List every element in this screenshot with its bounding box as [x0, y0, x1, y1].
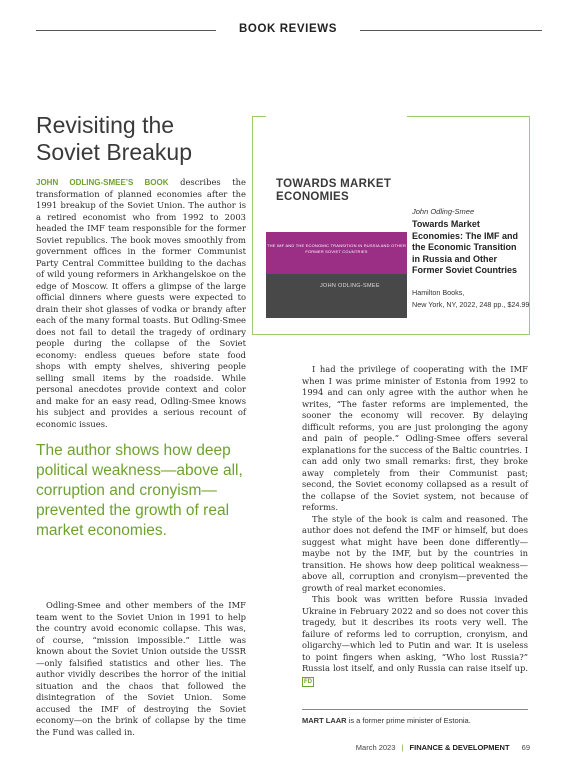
- bio-text: is a former prime minister of Estonia.: [346, 716, 471, 725]
- column-2-body: [302, 364, 528, 687]
- body-paragraph: I had the privilege of cooperating with the IMF when I was prime minister of Estonia from 1992 to 1994 and can only agree with the author when he writes, “The faster reforms are implemented, the sooner the economy will recover. By delaying difficult reforms, you are just prolonging the agony and pain of people.” Odling-Smee offers several explanations for the success of the Baltic countries. I can add only two small remarks: first, they broke away completely from their Communist past; second, the Soviet economy collapsed as a result of the collapse of the Soviet system, not because of reforms.: [302, 364, 528, 512]
- book-details: New York, NY, 2022, 248 pp., $24.99: [412, 299, 530, 309]
- article-headline: [36, 112, 192, 166]
- body-paragraph: Odling-Smee and other members of the IMF team went to the Soviet Union in 1991 to help the country avoid economic collapse. This was, of course, “mission impossible.” Little was known about the Soviet Union outside the USSR—only falsified statistics and other lies. The author vividly describes the horror of the initial situation and the chaos that followed the disintegration of the Soviet Union. Some accused the IMF of destroying the Soviet economy—on the brink of collapse by the time the Fund was called in.: [36, 600, 246, 737]
- book-publisher: Hamilton Books,: [412, 288, 465, 297]
- end-mark-icon: FD: [304, 678, 312, 685]
- body-paragraph: [302, 594, 528, 687]
- bio-name: MART LAAR: [302, 716, 347, 725]
- book-title: Towards Market Economies: The IMF and the Economic Transition in Russia and Other Former Soviet Countries: [412, 219, 519, 275]
- pull-quote: The author shows how deep political weakness—above all, corruption and cronyism—prevented the growth of real market economies.: [36, 442, 243, 539]
- intro-paragraph: [36, 177, 246, 430]
- book-cover-title: TOWARDS MARKET ECONOMIES: [276, 178, 392, 203]
- book-author: John Odling-Smee: [412, 207, 475, 216]
- book-cover-author-band: [266, 274, 407, 318]
- headline-line-2: Soviet Breakup: [36, 139, 192, 165]
- column-1-body: [36, 600, 246, 738]
- book-cover-title-area: [266, 175, 407, 225]
- section-rule-right: [360, 30, 542, 31]
- book-cover-subtitle: THE IMF AND THE ECONOMIC TRANSITION IN RUSSIA AND OTHER FORMER SOVIET COUNTRIES: [266, 243, 407, 254]
- lead-in: JOHN ODLING-SMEE’S BOOK: [36, 178, 169, 187]
- footer-separator: |: [401, 743, 404, 752]
- closing-text: This book was written before Russia invaded Ukraine in February 2022 and so does not cover this tragedy, but it describes its roots very well. The failure of reforms led to corruption, cronyism, and oligarchy—which led to Putin and war. It is useless to point fingers when asking, “Who lost Russia?” Russia lost itself, and only Russia can raise itself up.: [302, 594, 528, 673]
- book-publication: [412, 287, 530, 310]
- book-cover-subtitle-band: [266, 232, 407, 274]
- author-bio: [302, 716, 532, 725]
- section-rule-left: [36, 30, 216, 31]
- footer-magazine: FINANCE & DEVELOPMENT: [409, 743, 510, 752]
- column-1-intro: [36, 177, 246, 430]
- intro-text: describes the transformation of planned economies after the 1991 breakup of the Soviet Union. The author is a retired economist who from 1992 to 2003 headed the IMF team responsible for the former Soviet republics. The book moves smoothly from government offices in the former Communist Party Central Committee building to the dachas of wild young reformers in Arkhangelskoe on the edge of Moscow. It offers a glimpse of the large official dinners where guests were expected to drain their shot glasses of vodka or brandy after each of the many formal toasts. But Odling-Smee does not fail to detail the tragedy of ordinary people during the collapse of the Soviet economy: endless queues before state food shops with empty shelves, shivering people selling small items by the roadside. While personal anecdotes provide context and color and make for an easy read, Odling-Smee knows his subject and provides a serious recount of economic issues.: [36, 177, 246, 429]
- section-title: BOOK REVIEWS: [239, 23, 337, 35]
- page-number: 69: [521, 743, 530, 752]
- body-paragraph: The style of the book is calm and reasoned. The author does not defend the IMF or himself, but does suggest what might have been done differently—maybe not by the IMF, but by the countries in transition. He shows how deep political weakness—above all, corruption and cronyism—prevented the growth of real market economies.: [302, 513, 528, 593]
- footer-date: March 2023: [355, 743, 396, 752]
- bio-rule: [302, 709, 528, 710]
- page-footer: [356, 743, 530, 752]
- book-cover-author: JOHN ODLING-SMEE: [320, 283, 380, 289]
- headline-line-1: Revisiting the: [36, 112, 175, 138]
